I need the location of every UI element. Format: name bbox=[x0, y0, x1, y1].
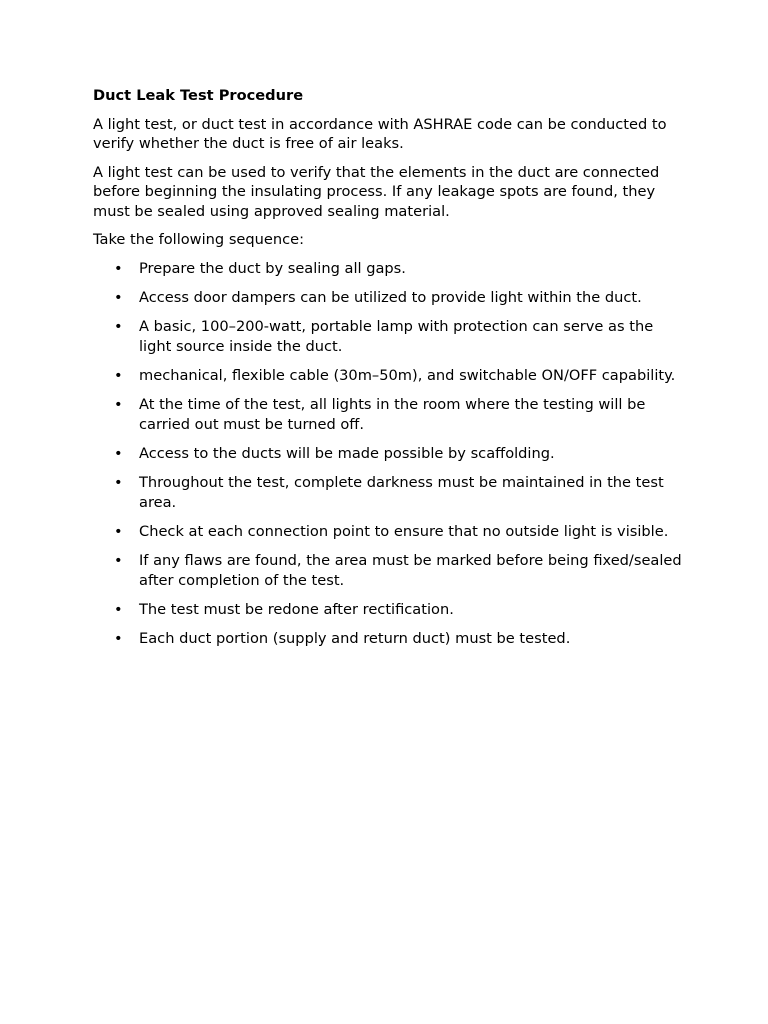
list-item bbox=[93, 551, 683, 590]
list-item-text: If any flaws are found, the area must be marked before being fixed/sealed after completion of the test. bbox=[139, 552, 682, 589]
list-item bbox=[93, 259, 683, 279]
list-item-text: Access door dampers can be utilized to provide light within the duct. bbox=[139, 288, 642, 306]
bullet-icon: • bbox=[114, 552, 123, 570]
list-item bbox=[93, 444, 683, 464]
bullet-icon: • bbox=[114, 601, 123, 619]
procedure-steps-list bbox=[93, 259, 683, 649]
bullet-icon: • bbox=[114, 259, 123, 277]
bullet-icon: • bbox=[114, 630, 123, 648]
list-item bbox=[93, 317, 683, 356]
list-item bbox=[93, 629, 683, 649]
list-item bbox=[93, 473, 683, 512]
intro-paragraph: A light test, or duct test in accordance with ASHRAE code can be conducted to verify whether the duct is free of air leaks. bbox=[93, 115, 667, 152]
list-item-text: Prepare the duct by sealing all gaps. bbox=[139, 259, 406, 277]
list-item-text: Check at each connection point to ensure that no outside light is visible. bbox=[139, 523, 669, 541]
bullet-icon: • bbox=[114, 444, 123, 462]
list-item-text: Throughout the test, complete darkness must be maintained in the test area. bbox=[139, 474, 664, 511]
list-item bbox=[93, 522, 683, 542]
list-item-text: A basic, 100–200-watt, portable lamp with protection can serve as the light source inside the duct. bbox=[139, 318, 654, 355]
bullet-icon: • bbox=[114, 288, 123, 306]
bullet-icon: • bbox=[114, 523, 123, 541]
document-page bbox=[93, 86, 683, 659]
document-title: Duct Leak Test Procedure bbox=[93, 87, 304, 104]
list-item-text: The test must be redone after rectification. bbox=[139, 601, 454, 619]
bullet-icon: • bbox=[114, 366, 123, 384]
list-item bbox=[93, 366, 683, 386]
list-item-text: Access to the ducts will be made possible by scaffolding. bbox=[139, 444, 555, 462]
light-test-paragraph: A light test can be used to verify that the elements in the duct are connected before beginning the insulating process. If any leakage spots are found, they must be sealed using approved sealing material. bbox=[93, 163, 660, 220]
bullet-icon: • bbox=[114, 474, 123, 492]
list-item bbox=[93, 288, 683, 308]
list-item bbox=[93, 600, 683, 620]
list-item bbox=[93, 395, 683, 434]
bullet-icon: • bbox=[114, 318, 123, 336]
list-item-text: At the time of the test, all lights in the room where the testing will be carried out must be turned off. bbox=[139, 396, 646, 433]
bullet-icon: • bbox=[114, 396, 123, 414]
list-item-text: Each duct portion (supply and return duct) must be tested. bbox=[139, 630, 571, 648]
sequence-intro: Take the following sequence: bbox=[93, 231, 305, 248]
list-item-text: mechanical, flexible cable (30m–50m), and switchable ON/OFF capability. bbox=[139, 366, 676, 384]
